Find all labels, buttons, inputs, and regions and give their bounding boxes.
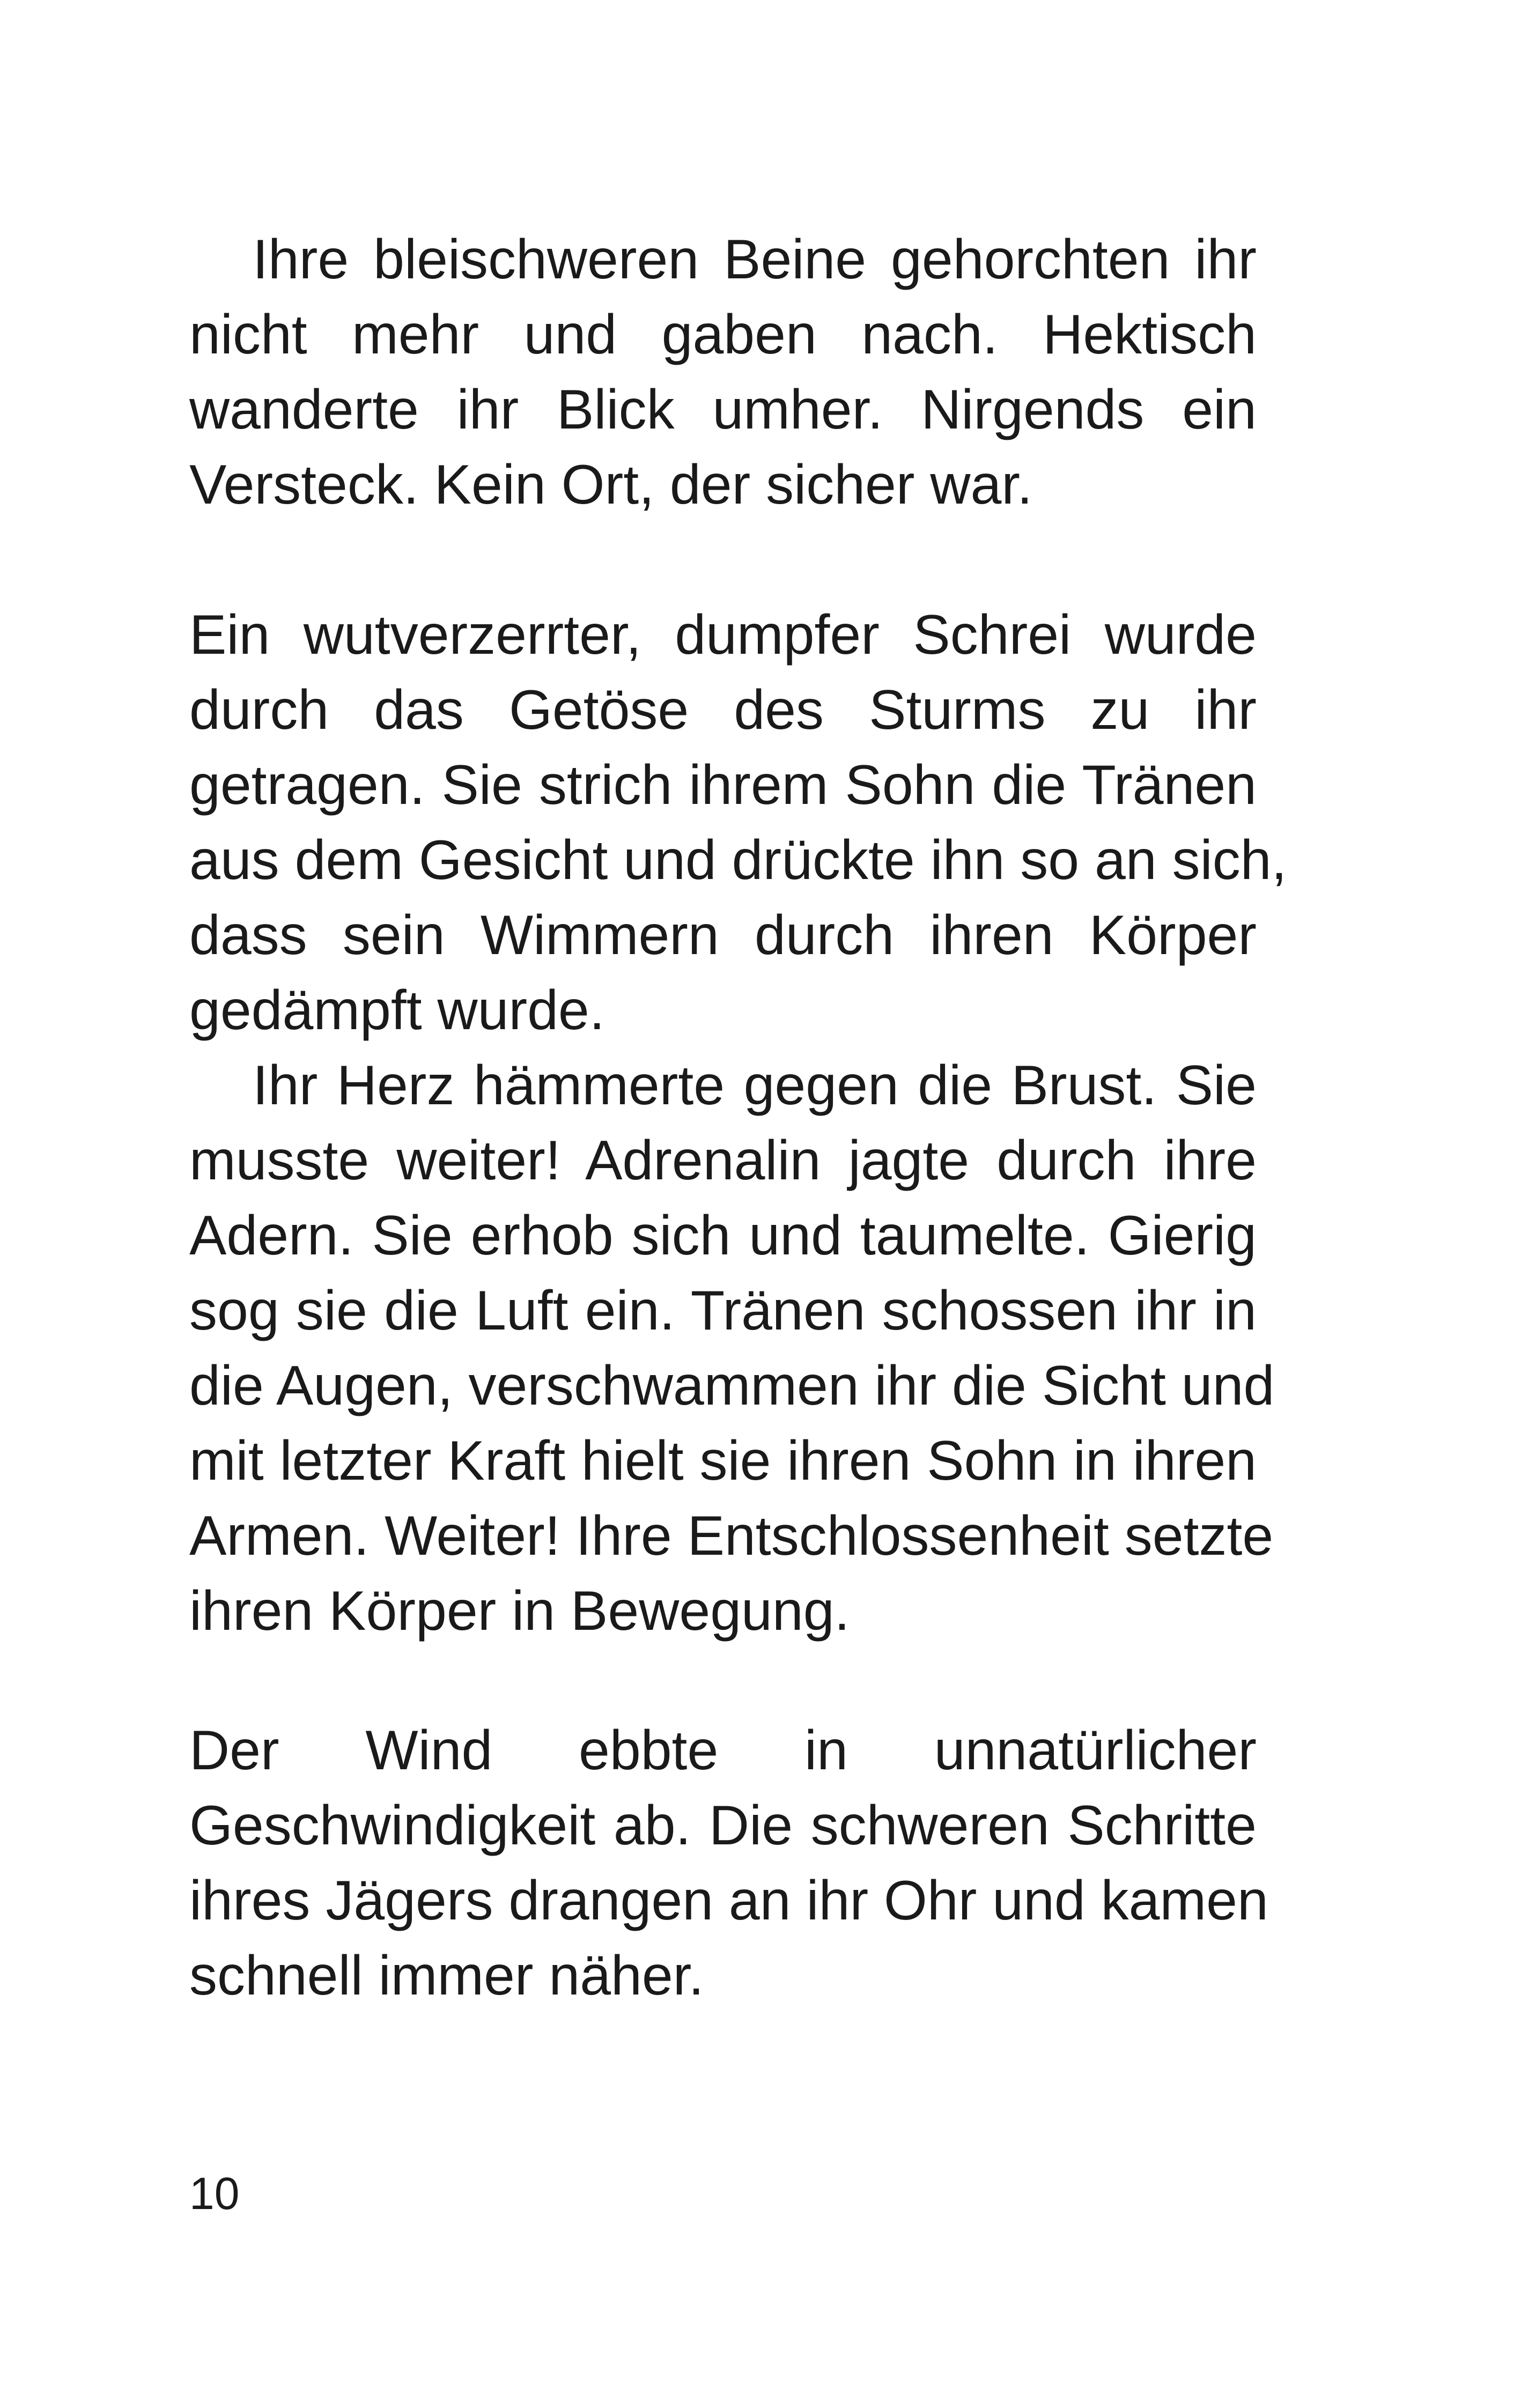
text-line: die Augen, verschwammen ihr die Sicht und	[189, 1355, 1275, 1417]
text-line: Geschwindigkeit ab. Die schweren Schritte	[189, 1794, 1257, 1857]
text-line: ihren Körper in Bewegung.	[189, 1580, 850, 1642]
text-line: schnell immer näher.	[189, 1945, 704, 2007]
text-line: Ein wutverzerrter, dumpfer Schrei wurde	[189, 604, 1257, 666]
text-line: wanderte ihr Blick umher. Nirgends ein	[189, 379, 1257, 441]
text-line: dass sein Wimmern durch ihren Körper	[189, 904, 1257, 966]
text-line: Der Wind ebbte in unnatürlicher	[189, 1719, 1257, 1782]
text-line: Versteck. Kein Ort, der sicher war.	[189, 454, 1033, 516]
text-line: aus dem Gesicht und drückte ihn so an sich,	[189, 829, 1287, 891]
text-line: Adern. Sie erhob sich und taumelte. Gierig	[189, 1205, 1257, 1267]
text-line: Armen. Weiter! Ihre Entschlossenheit setzte	[189, 1505, 1274, 1567]
text-line: durch das Getöse des Sturms zu ihr	[189, 679, 1257, 741]
text-line: ihres Jägers drangen an ihr Ohr und kamen	[189, 1870, 1268, 1932]
text-line: Ihr Herz hämmerte gegen die Brust. Sie	[253, 1054, 1257, 1117]
page-number: 10	[189, 2168, 240, 2219]
text-line: Ihre bleischweren Beine gehorchten ihr	[253, 228, 1257, 291]
text-line: gedämpft wurde.	[189, 979, 605, 1042]
text-line: sog sie die Luft ein. Tränen schossen ihr in	[189, 1280, 1257, 1342]
text-line: getragen. Sie strich ihrem Sohn die Tränen	[189, 754, 1257, 816]
text-line: mit letzter Kraft hielt sie ihren Sohn in ihren	[189, 1430, 1257, 1492]
text-line: nicht mehr und gaben nach. Hektisch	[189, 304, 1257, 366]
text-line: musste weiter! Adrenalin jagte durch ihre	[189, 1129, 1257, 1192]
